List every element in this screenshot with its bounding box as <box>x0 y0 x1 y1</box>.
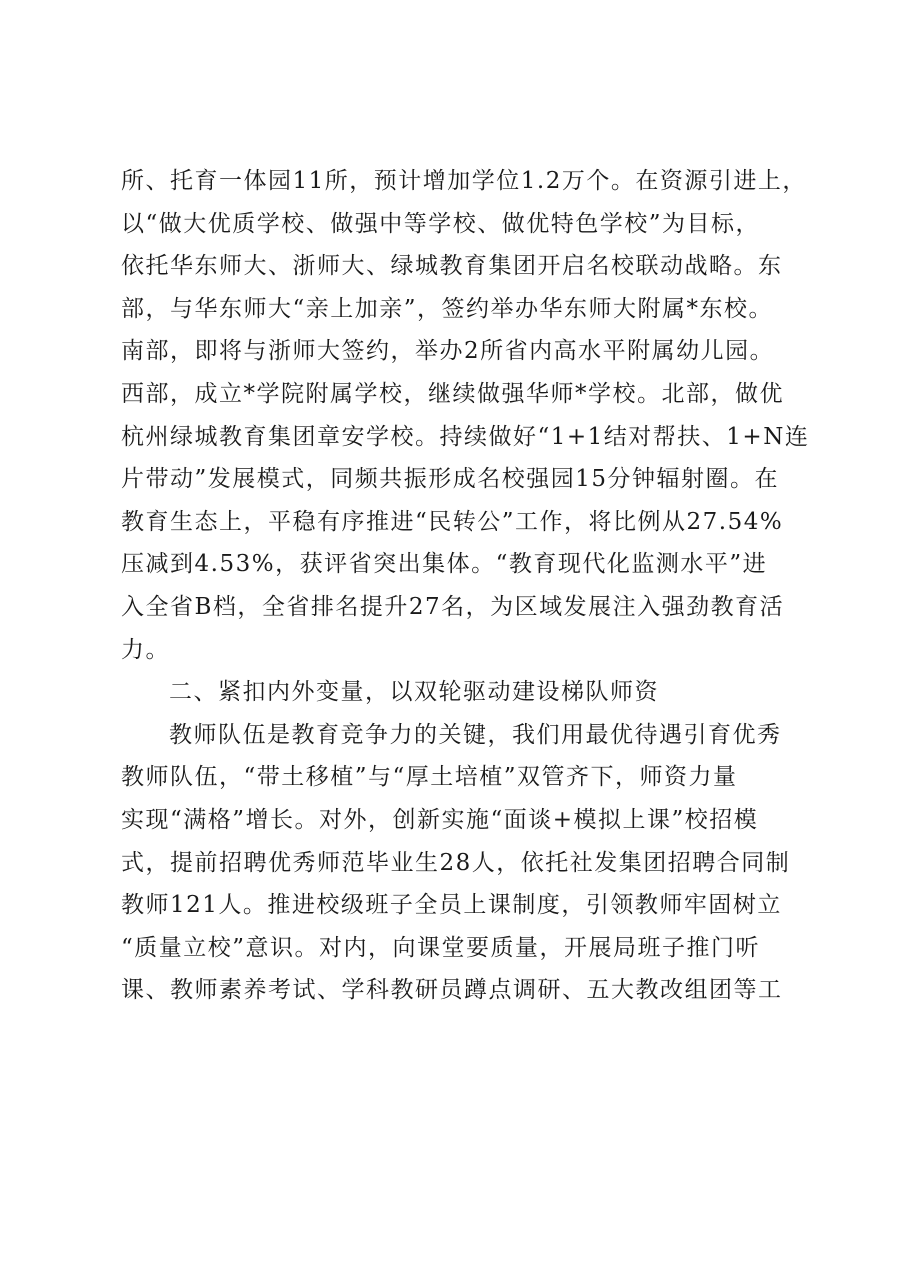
section-heading: 二、紧扣内外变量，以双轮驱动建设梯队师资 <box>169 679 659 706</box>
body-line: 教师121人。推进校级班子全员上课制度，引领教师牢固树立 <box>121 892 782 919</box>
body-line: “质量立校”意识。对内，向课堂要质量，开展局班子推门听 <box>121 934 761 961</box>
body-line: 以“做大优质学校、做强中等学校、做优特色学校”为目标， <box>121 210 761 237</box>
body-line: 部，与华东师大“亲上加亲”，签约举办华东师大附属*东校。 <box>121 295 774 322</box>
body-line: 南部，即将与浙师大签约，举办2所省内高水平附属幼儿园。 <box>121 338 775 365</box>
body-line: 力。 <box>121 636 170 663</box>
body-line: 所、托育一体园11所，预计增加学位1.2万个。在资源引进上， <box>121 168 807 194</box>
body-line: 杭州绿城教育集团章安学校。持续做好“1+1结对帮扶、1+N连 <box>121 423 810 450</box>
body-line: 教师队伍是教育竞争力的关键，我们用最优待遇引育优秀 <box>169 721 782 748</box>
body-line: 片带动”发展模式，同频共振形成名校强园15分钟辐射圈。在 <box>121 466 780 493</box>
body-line: 式，提前招聘优秀师范毕业生28人，依托社发集团招聘合同制 <box>121 849 791 876</box>
body-line: 教育生态上，平稳有序推进“民转公”工作，将比例从27.54% <box>121 508 784 535</box>
body-line: 压减到4.53%，获评省突出集体。“教育现代化监测水平”进 <box>121 551 768 578</box>
body-line: 西部，成立*学院附属学校，继续做强华师*学校。北部，做优 <box>121 380 784 407</box>
document-body <box>121 160 810 1012</box>
body-line: 教师队伍，“带土移植”与“厚土培植”双管齐下，师资力量 <box>121 764 738 791</box>
body-line: 实现“满格”增长。对外，创新实施“面谈+模拟上课”校招模 <box>121 806 759 833</box>
body-line: 依托华东师大、浙师大、绿城教育集团开启名校联动战略。东 <box>121 253 783 280</box>
body-line: 入全省B档，全省排名提升27名，为区域发展注入强劲教育活 <box>121 593 785 620</box>
body-line: 课、教师素养考试、学科教研员蹲点调研、五大教改组团等工 <box>121 977 783 1004</box>
